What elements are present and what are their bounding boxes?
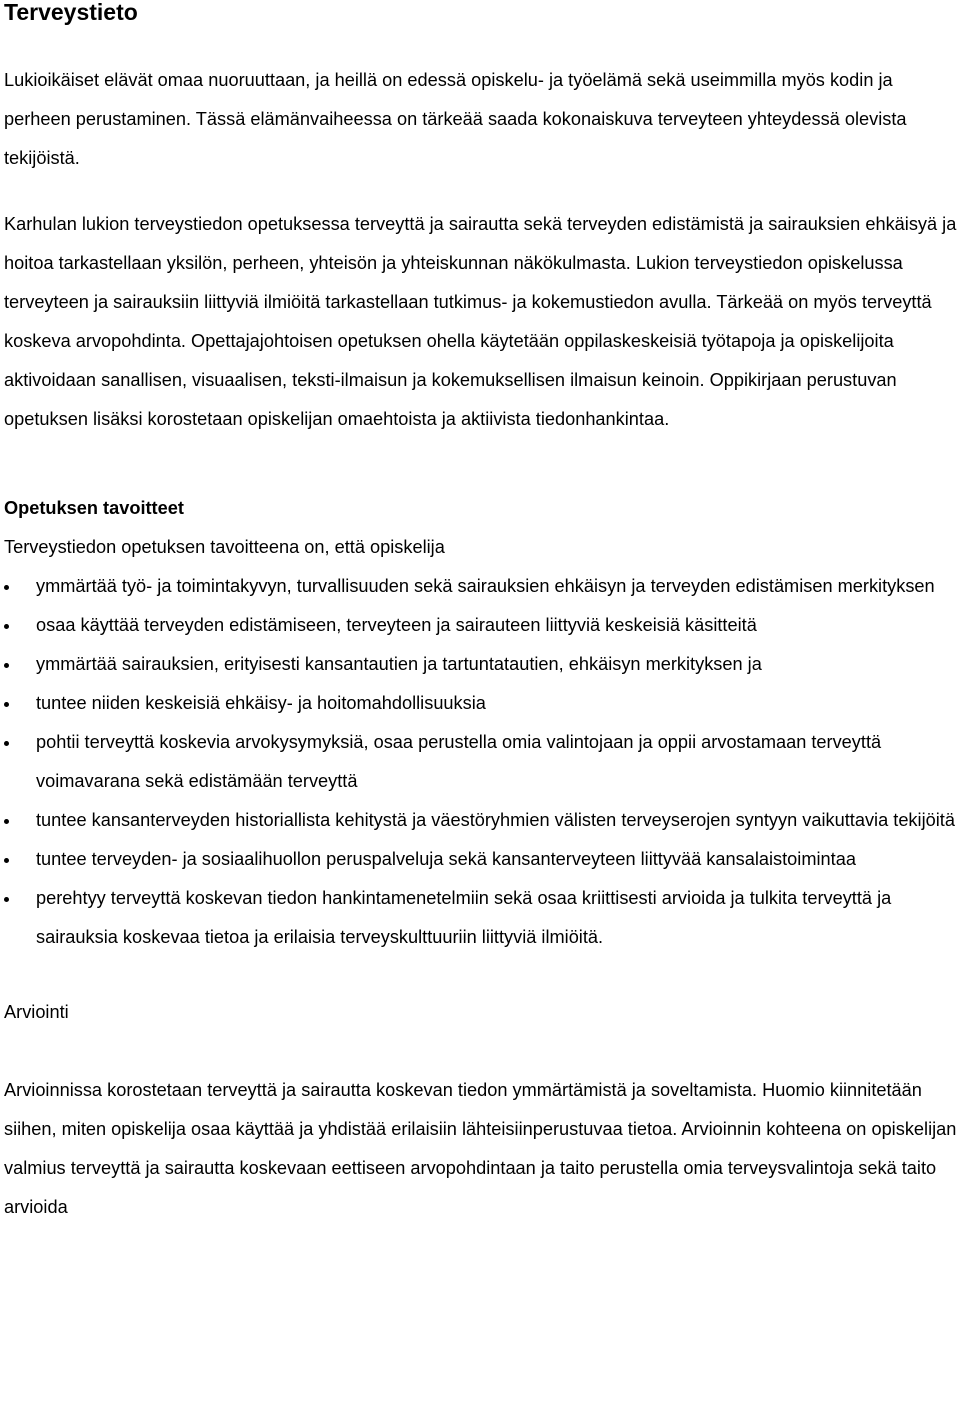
bullet-icon — [4, 663, 9, 668]
bullet-icon — [4, 741, 9, 746]
goal-text: tuntee terveyden- ja sosiaalihuollon peruspalveluja sekä kansanterveyteen liittyvää kansalaistoimintaa — [36, 849, 856, 869]
goal-text: tuntee niiden keskeisiä ehkäisy- ja hoitomahdollisuuksia — [36, 693, 486, 713]
goal-item — [4, 645, 960, 684]
assessment-heading: Arviointi — [4, 1002, 69, 1022]
goals-intro: Terveystiedon opetuksen tavoitteena on, että opiskelija — [4, 537, 445, 557]
goal-text: pohtii terveyttä koskevia arvokysymyksiä, osaa perustella omia valintojaan ja oppii arvostamaan terveyttä voimavarana sekä edistämään terveyttä — [36, 732, 882, 791]
goal-item — [4, 840, 960, 879]
bullet-icon — [4, 585, 9, 590]
bullet-icon — [4, 624, 9, 629]
goals-list — [4, 567, 960, 957]
goal-text: perehtyy terveyttä koskevan tiedon hankintamenetelmiin sekä osaa kriittisesti arvioida ja tulkita terveyttä ja sairauksia koskevaa tietoa ja erilaisia terveyskulttuuriin liittyviä ilmiöitä. — [36, 888, 892, 947]
bullet-icon — [4, 897, 9, 902]
intro-paragraph: Lukioikäiset elävät omaa nuoruuttaan, ja heillä on edessä opiskelu- ja työelämä sekä useimmilla myös kodin ja perheen perustaminen. Tässä elämänvaiheessa on tärkeää saada kokonaiskuva terveyteen yhteydessä olevista tekijöistä. — [4, 70, 907, 168]
description-paragraph: Karhulan lukion terveystiedon opetuksessa terveyttä ja sairautta sekä terveyden edistämistä ja sairauksien ehkäisyä ja hoitoa tarkastellaan yksilön, perheen, yhteisön ja yhteiskunnan näkökulmasta. Lukion terveystiedon opiskelussa terveyteen ja sairauksiin liittyviä ilmiöitä tarkastellaan tutkimus- ja kokemustiedon avulla. Tärkeää on myös terveyttä koskeva arvopohdinta. Opettajajohtoisen opetuksen ohella käytetään oppilaskeskeisiä työtapoja ja opiskelijoita aktivoidaan sanallisen, visuaalisen, teksti-ilmaisun ja kokemuksellisen ilmaisun keinoin. Oppikirjaan perustuvan opetuksen lisäksi korostetaan opiskelijan omaehtoista ja aktiivista tiedonhankintaa. — [4, 214, 957, 429]
goal-item — [4, 723, 960, 801]
goal-text: ymmärtää työ- ja toimintakyvyn, turvallisuuden sekä sairauksien ehkäisyn ja terveyden edistämisen merkityksen — [36, 576, 935, 596]
page-title: Terveystieto — [4, 0, 138, 25]
goal-text: ymmärtää sairauksien, erityisesti kansantautien ja tartuntatautien, ehkäisyn merkityksen ja — [36, 654, 762, 674]
goal-item — [4, 567, 960, 606]
goal-item — [4, 684, 960, 723]
bullet-icon — [4, 819, 9, 824]
bullet-icon — [4, 702, 9, 707]
goal-text: tuntee kansanterveyden historiallista kehitystä ja väestöryhmien välisten terveyserojen syntyyn vaikuttavia tekijöitä — [36, 810, 955, 830]
goal-item — [4, 606, 960, 645]
goals-heading: Opetuksen tavoitteet — [4, 498, 184, 518]
goal-item — [4, 879, 960, 957]
assessment-paragraph: Arvioinnissa korostetaan terveyttä ja sairautta koskevan tiedon ymmärtämistä ja soveltamista. Huomio kiinnitetään siihen, miten opiskelija osaa käyttää ja yhdistää erilaisiin lähteisiinperustuvaa tietoa. Arvioinnin kohteena on opiskelijan valmius terveyttä ja sairautta koskevaan eettiseen arvopohdintaan ja taito perustella omia terveysvalintoja sekä taito arvioida — [4, 1080, 957, 1217]
goal-text: osaa käyttää terveyden edistämiseen, terveyteen ja sairauteen liittyviä keskeisiä käsitteitä — [36, 615, 757, 635]
bullet-icon — [4, 858, 9, 863]
goal-item — [4, 801, 960, 840]
